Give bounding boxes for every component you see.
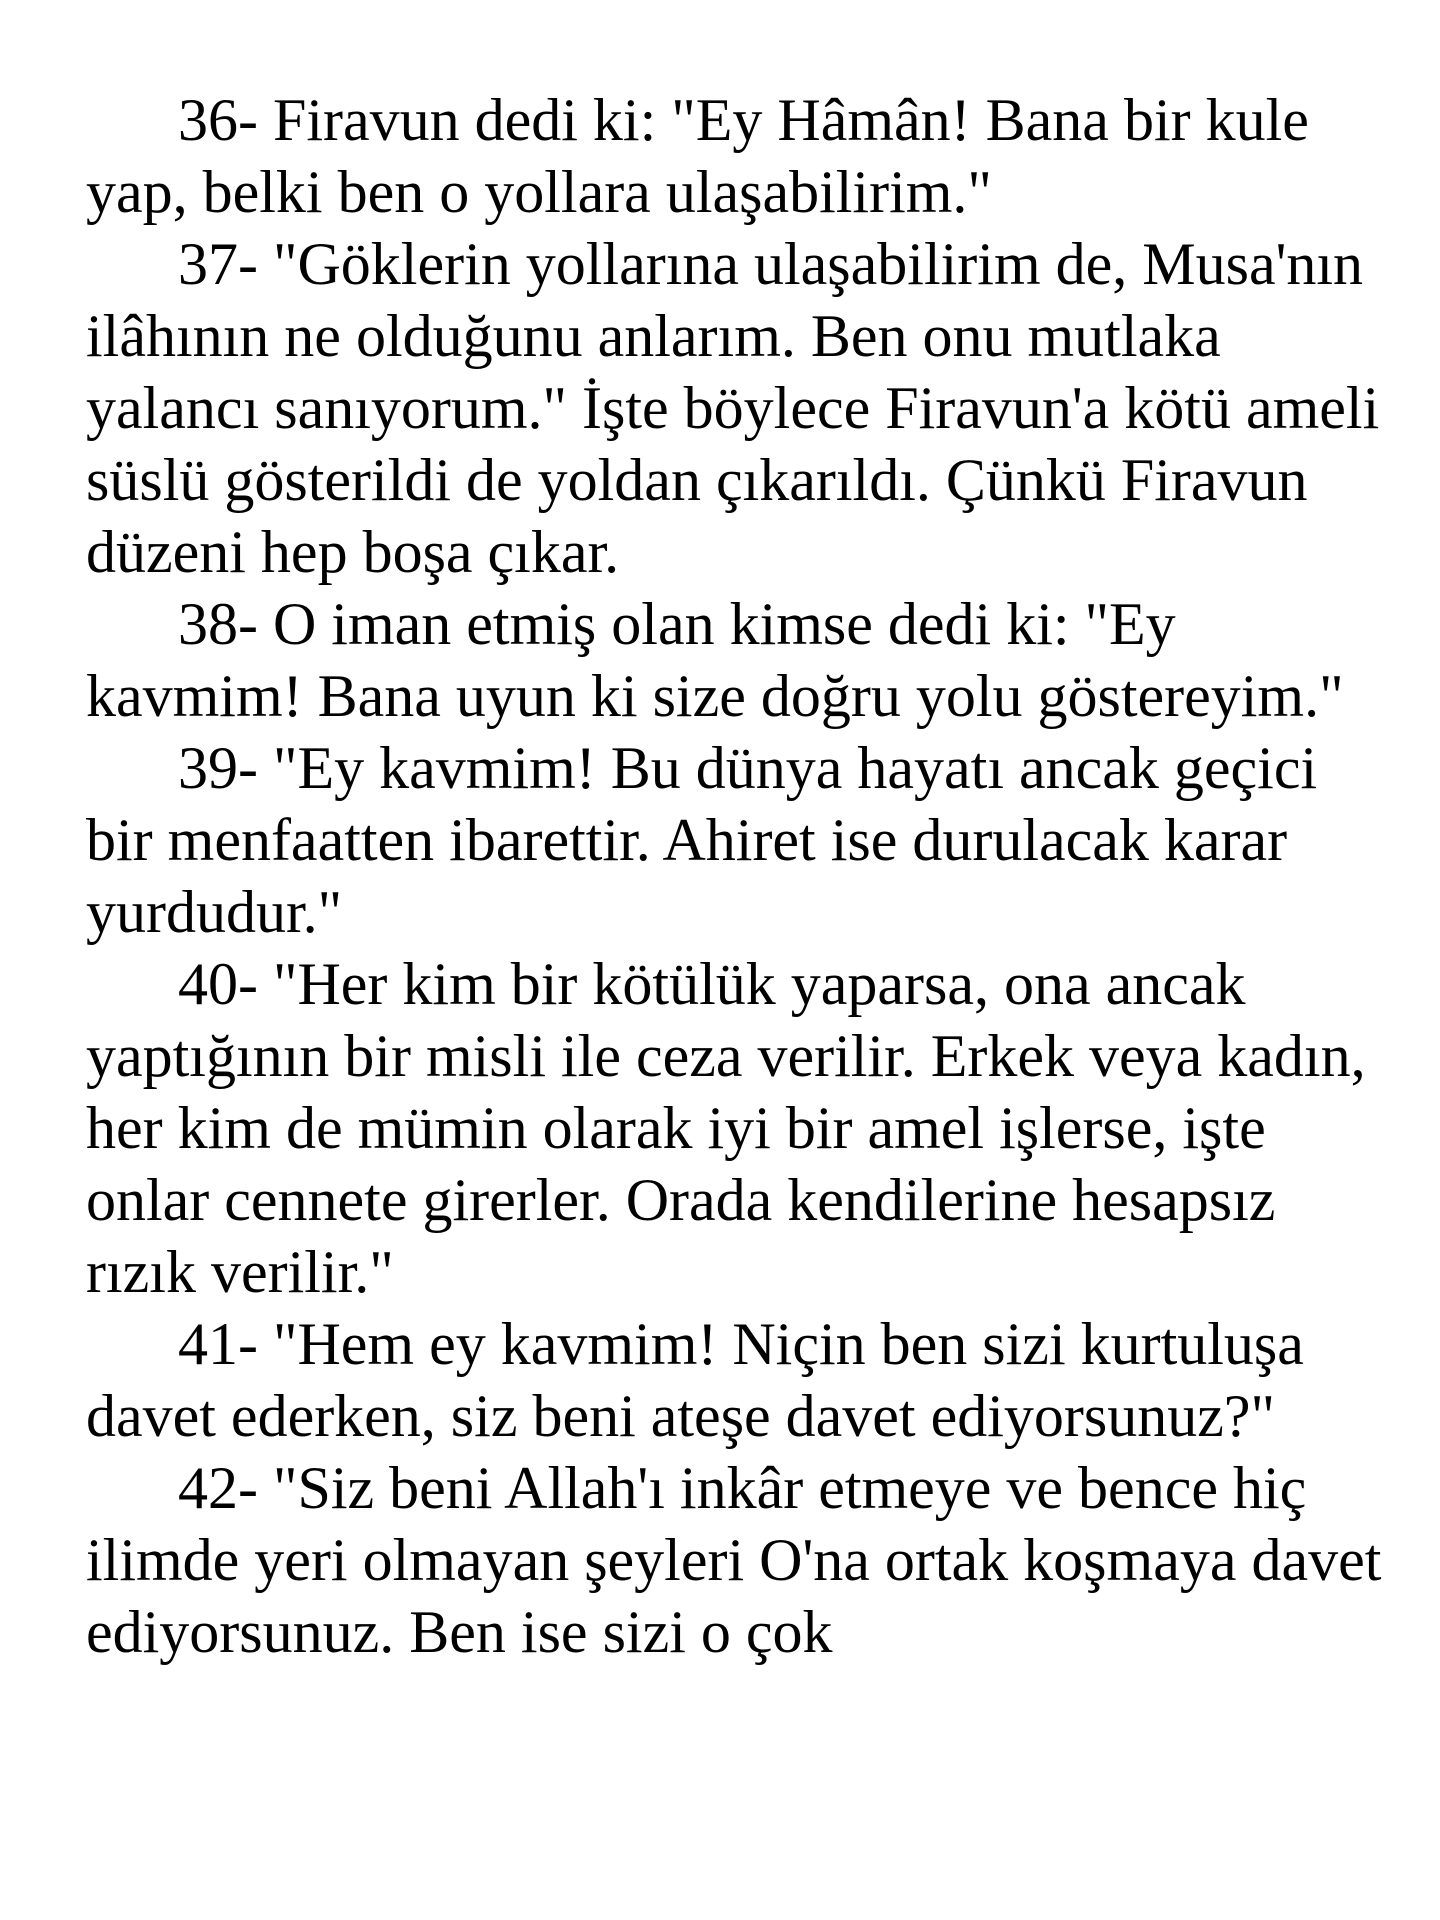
document-page (86, 84, 1386, 1668)
verse-41: 41- "Hem ey kavmim! Niçin ben sizi kurtuluşa davet ederken, siz beni ateşe davet ediyorsunuz?" (86, 1311, 1304, 1449)
verse-40: 40- "Her kim bir kötülük yaparsa, ona ancak yaptığının bir misli ile ceza verilir. Erkek veya kadın, her kim de mümin olarak iyi bir amel işlerse, işte onlar cennete girerler. Orada kendilerine hesapsız rızık verilir." (86, 951, 1366, 1305)
verse-38: 38- O iman etmiş olan kimse dedi ki: "Ey kavmim! Bana uyun ki size doğru yolu göstereyim." (86, 591, 1344, 729)
verse-36: 36- Firavun dedi ki: "Ey Hâmân! Bana bir kule yap, belki ben o yollara ulaşabilirim." (86, 87, 1309, 225)
verse-39: 39- "Ey kavmim! Bu dünya hayatı ancak geçici bir menfaatten ibarettir. Ahiret ise durulacak karar yurdudur." (86, 735, 1318, 945)
verse-42: 42- "Siz beni Allah'ı inkâr etmeye ve bence hiç ilimde yeri olmayan şeyleri O'na ortak koşmaya davet ediyorsunuz. Ben ise sizi o çok (86, 1455, 1382, 1665)
verse-37: 37- "Göklerin yollarına ulaşabilirim de, Musa'nın ilâhının ne olduğunu anlarım. Ben onu mutlaka yalancı sanıyorum." İşte böylece Firavun'a kötü ameli süslü gösterildi de yoldan çıkarıldı. Çünkü Firavun düzeni hep boşa çıkar. (86, 231, 1380, 585)
